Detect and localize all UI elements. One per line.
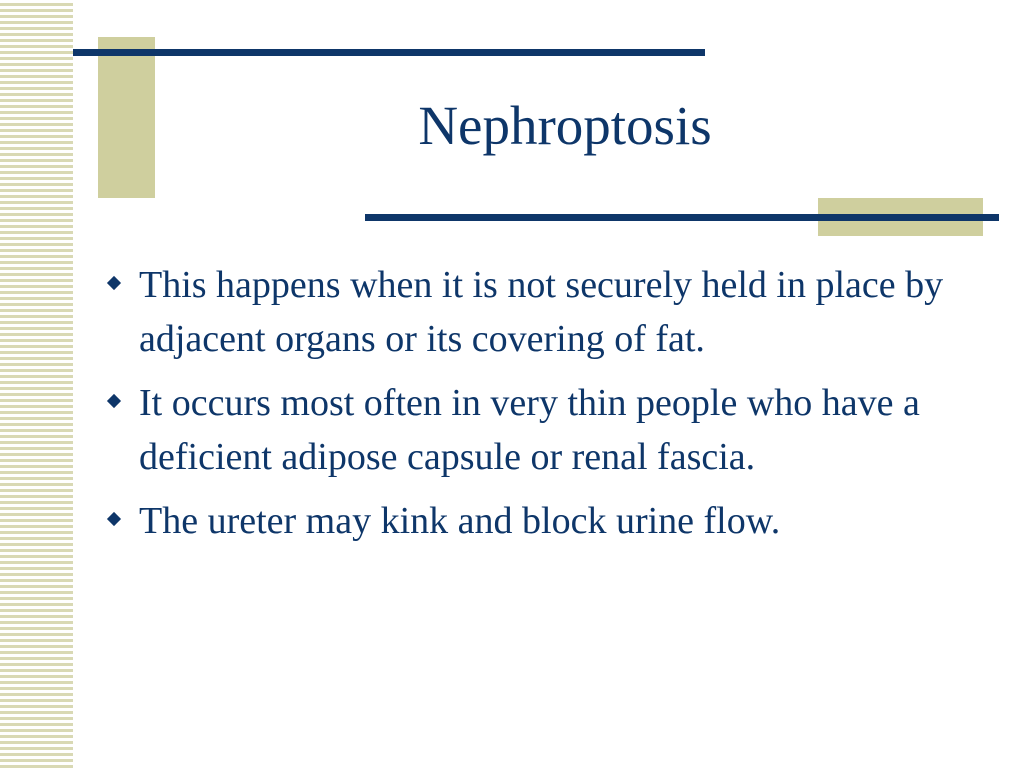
decorative-block-top-left [98, 37, 155, 198]
bullet-item [105, 494, 985, 548]
diamond-bullet-icon [107, 276, 121, 290]
title-rule-bottom [365, 214, 999, 221]
bullet-item [105, 258, 985, 366]
bullet-list [105, 258, 985, 558]
slide-title: Nephroptosis [418, 95, 712, 156]
title-rule-top [73, 49, 705, 56]
bullet-text: It occurs most often in very thin people who have a deficient adipose capsule or renal fascia. [139, 382, 920, 478]
bullet-text: This happens when it is not securely held in place by adjacent organs or its covering of fat. [139, 264, 944, 360]
diamond-bullet-icon [107, 512, 121, 526]
diamond-bullet-icon [107, 394, 121, 408]
bullet-text: The ureter may kink and block urine flow. [139, 500, 781, 542]
bullet-item [105, 376, 985, 484]
striped-left-band [0, 0, 73, 768]
